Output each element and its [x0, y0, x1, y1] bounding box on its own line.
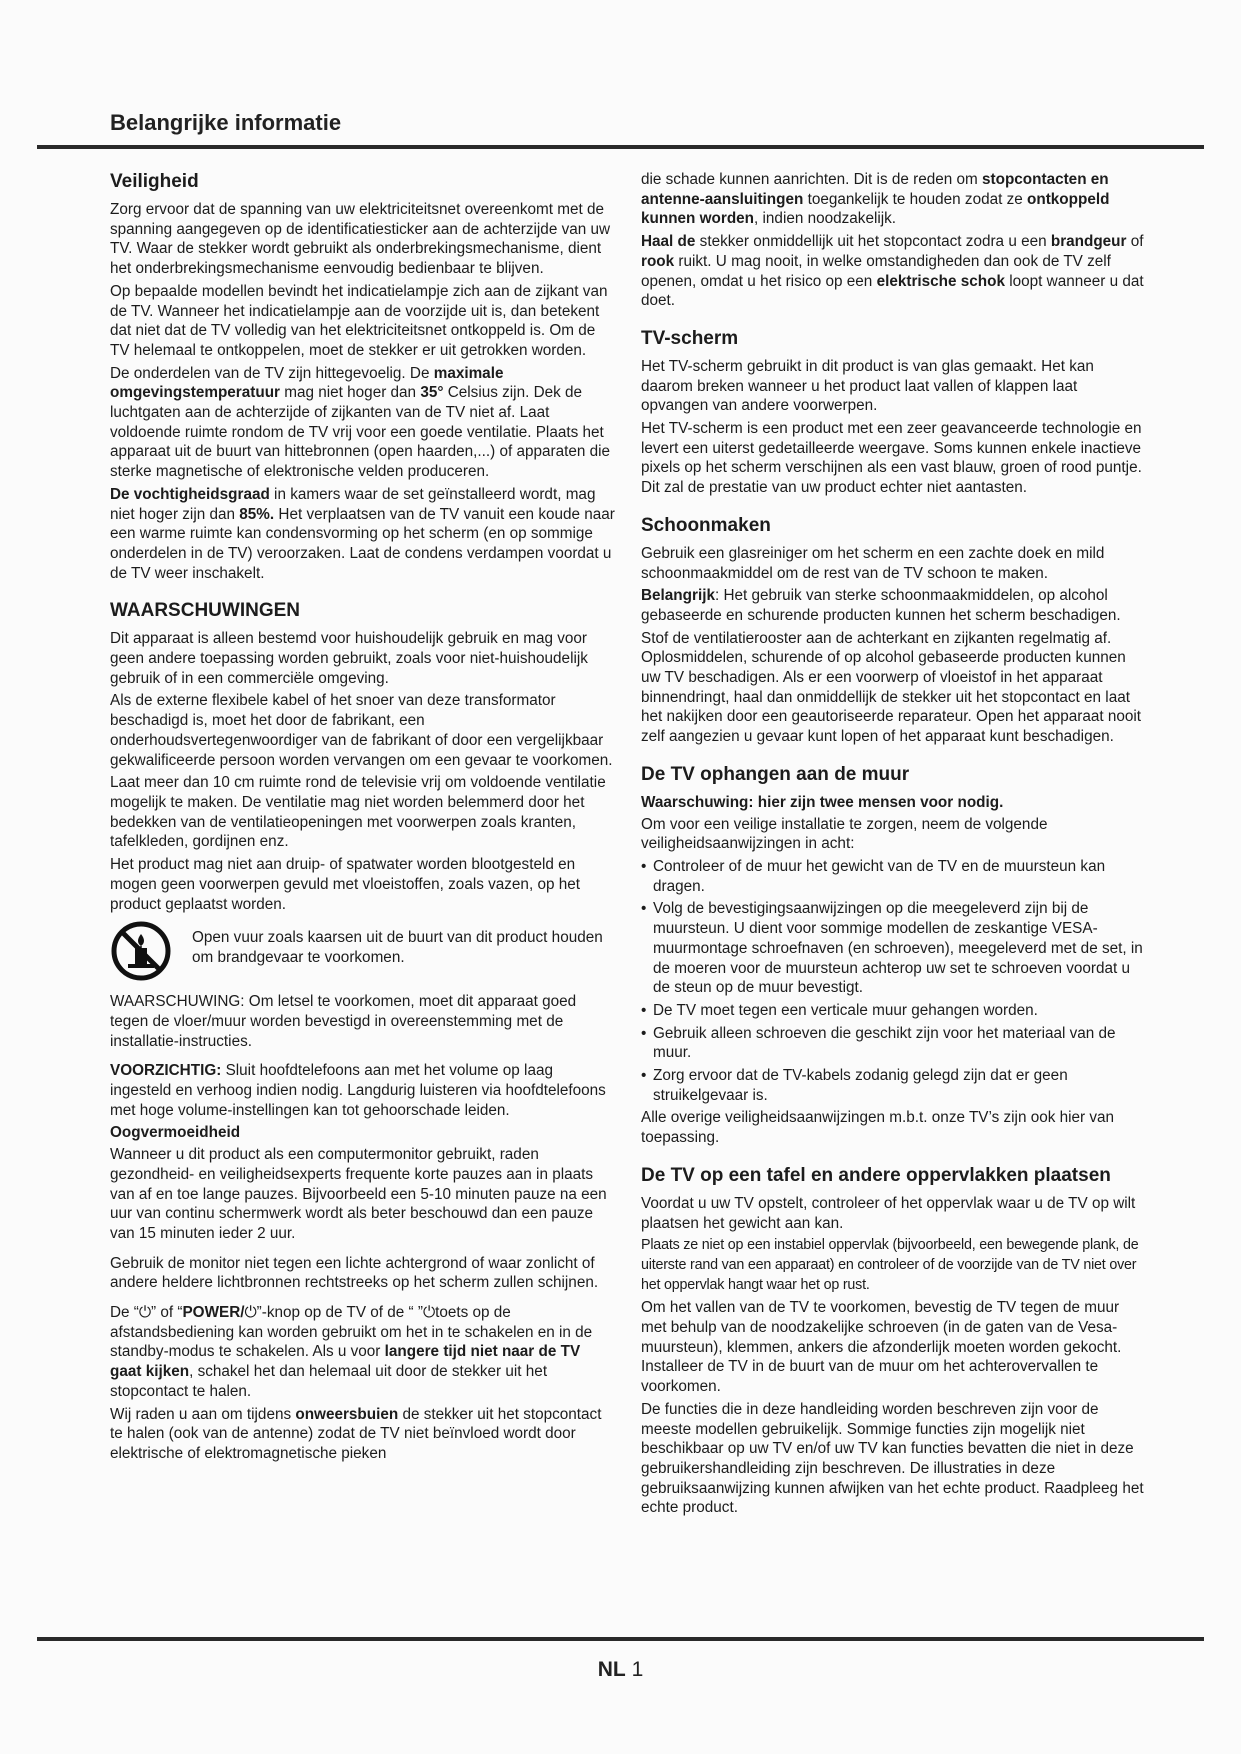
- bold-text: onweersbuien: [295, 1405, 399, 1423]
- safety-heading: Veiligheid: [110, 171, 199, 192]
- text: in kamers waar de set geïnstalleerd wordt, mag niet hoger zijn dan: [110, 485, 596, 523]
- bold-text: stopcontacten en antenne-aansluitingen: [641, 171, 1109, 208]
- eye-strain-heading: Oogvermoeidheid: [110, 1124, 241, 1142]
- cleaning-paragraph: Gebruik een glasreiniger om het scherm en een zachte doek en mild schoonmaakmiddel om de rest van de TV schoon te maken.: [641, 544, 1105, 582]
- bold-text: elektrische schok: [876, 272, 1005, 290]
- text: ” of “: [151, 1304, 183, 1322]
- safety-paragraph: Op bepaalde modellen bevindt het indicatielampje zich aan de zijkant van de TV. Wanneer het indicatielampje aan de voorzijde uit is, dan betekent dat niet dat de TV volledig van het elektriciteitsnet ontkoppeld is. Om de TV helemaal te ontkoppelen, moet de stekker er uit getrokken worden.: [110, 282, 608, 359]
- text: ruikt. U mag nooit, in welke omstandigheden dan ook de TV zelf openen, omdat u het risico op een: [641, 252, 1111, 290]
- text: De “: [110, 1304, 139, 1322]
- bottom-divider: [37, 1637, 1204, 1641]
- eye-paragraph: [110, 1303, 615, 1402]
- screen-paragraph: Het TV-scherm is een product met een zeer geavanceerde technologie en levert een uiterst gedetailleerde weergave. Soms kunnen enkele inactieve pixels op het scherm verschijnen als een vast blauw, groen of rood puntje. Dit zal de prestatie van uw product echter niet aantasten.: [641, 420, 1142, 497]
- warnings-paragraph: Het product mag niet aan druip- of spatwater worden blootgesteld en mogen geen voorwerpen gevuld met vloeistoffen, zoals vazen, op het product geplaatst worden.: [110, 856, 580, 913]
- cleaning-paragraph: Stof de ventilatierooster aan de achterkant en zijkanten regelmatig af. Oplosmiddelen, schurende of op alcohol gebaseerde producten kunnen uw TV beschadigen. Als er een voorwerp of vloeistof in het apparaat binnendringt, haal dan onmiddellijk de stekker uit het stopcontact en laat het nakijken door een geautoriseerde reparateur. Open het apparaat nooit zelf aangezien u gevaar kunt lopen of het apparaat kunt beschadigen.: [641, 629, 1142, 746]
- bold-text: brandgeur: [1050, 233, 1127, 251]
- page-number: [0, 1658, 1241, 1682]
- bold-text: Haal de: [641, 233, 696, 251]
- power-icon: ⏻: [138, 1304, 152, 1322]
- warnings-paragraph: Als de externe flexibele kabel of het snoer van deze transformator beschadigd is, moet het door de fabrikant, een onderhoudsvertegenwoordiger van de fabrikant of door een vergelijkbaar gekwalificeerde persoon worden vervangen om een gevaar te voorkomen.: [110, 692, 613, 769]
- safety-paragraph: [110, 364, 615, 482]
- open-fire-text: Open vuur zoals kaarsen uit de buurt van dit product houden om brandgevaar te voorkomen.: [192, 929, 603, 966]
- bold-text: rook: [641, 252, 675, 270]
- bold-text: POWER/: [182, 1304, 245, 1322]
- no-open-flame-icon: [110, 920, 172, 982]
- right-column: [641, 170, 1146, 1521]
- wall-mount-warning: Waarschuwing: hier zijn twee mensen voor nodig.: [641, 793, 1004, 811]
- list-item: • De TV moet tegen een verticale muur gehangen worden.: [641, 1001, 1146, 1021]
- bold-text: De vochtigheidsgraad: [110, 485, 270, 503]
- wall-mount-list: [641, 857, 1146, 1105]
- page-title: Belangrijke informatie: [110, 110, 342, 135]
- wall-mount-paragraph: Alle overige veiligheidsaanwijzingen m.b.t. onze TV’s zijn ook hier van toepassing.: [641, 1109, 1115, 1147]
- list-item: • Volg de bevestigingsaanwijzingen op die meegeleverd zijn bij de muursteun. U dient voor sommige modellen de zeskantige VESA-muurmontage schroefnaven (en schroeven), meegeleverd met de set, in de moeren voor de muursteun achterop uw set te schroeven voordat u de steun op de muur bevestigt.: [641, 899, 1146, 998]
- list-item: • Zorg ervoor dat de TV-kabels zodanig gelegd zijn dat er geen struikelgevaar is.: [641, 1066, 1146, 1105]
- continued-paragraph: [641, 170, 1146, 229]
- continued-paragraph: [641, 232, 1146, 311]
- warnings-paragraph: Dit apparaat is alleen bestemd voor huishoudelijk gebruik en mag voor geen andere toepassing worden gebruikt, zoals voor niet-huishoudelijk gebruik of in een commerciële omgeving.: [110, 630, 588, 687]
- bold-text: VOORZICHTIG:: [110, 1062, 222, 1080]
- list-item: • Controleer of de muur het gewicht van de TV en de muursteun kan dragen.: [641, 857, 1146, 896]
- eye-paragraph: Gebruik de monitor niet tegen een lichte achtergrond of waar zonlicht of andere heldere lichtbronnen rechtstreeks op het scherm zullen schijnen.: [110, 1254, 599, 1292]
- bold-text: langere tijd niet naar de TV gaat kijken: [110, 1343, 581, 1381]
- text: de stekker uit het stopcontact te halen (ook van de antenne) zodat de TV niet beïnvloed wordt door elektrische of elektromagnetische pieken: [110, 1405, 602, 1462]
- screen-heading: TV-scherm: [641, 327, 739, 349]
- safety-paragraph: Zorg ervoor dat de spanning van uw elektriciteitsnet overeenkomt met de spanning aangegeven op de identificatiesticker aan de achterzijde van uw TV. Waar de stekker wordt gebruikt als onderbrekingsmechanisme, dient het onderbrekingsmechanisme eenvoudig bedienbaar te blijven.: [110, 201, 611, 278]
- eye-paragraph: Wanneer u dit product als een computermonitor gebruikt, raden gezondheid- en veiligheidsexperts frequente korte pauzes aan in plaats van af en toe lange pauzes. Bijvoorbeeld een 5-10 minuten pauze na een uur van continu schermwerk wordt als beter beschouwd dan een pauze van 15 minuten ieder 2 uur.: [110, 1146, 607, 1242]
- safety-paragraph: [110, 485, 615, 584]
- text: Het verplaatsen van de TV vanuit een koude naar een warme ruimte kan condensvorming op het scherm (en op sommige onderdelen in de TV) veroorzaken. Laat de condens verdampen voordat u de TV weer inschakelt.: [110, 505, 615, 582]
- text: toets op de afstandsbediening kan worden gebruikt om het in te schakelen en in de standby-modus te schakelen. Als u voor: [110, 1304, 593, 1361]
- warnings-paragraph: WAARSCHUWING: Om letsel te voorkomen, moet dit apparaat goed tegen de vloer/muur worden bevestigd in overeenstemming met de installatie-instructies.: [110, 993, 577, 1050]
- cleaning-paragraph: [641, 586, 1146, 625]
- text: of: [1126, 233, 1144, 251]
- power-icon: ⏻: [423, 1304, 436, 1322]
- bold-text: ontkoppeld kunnen worden: [641, 190, 1110, 228]
- cleaning-heading: Schoonmaken: [641, 514, 771, 536]
- warnings-paragraph: Laat meer dan 10 cm ruimte rond de televisie vrij om voldoende ventilatie mogelijk te maken. De ventilatie mag niet worden belemmerd door het bedekken van de ventilatieopeningen met voorwerpen zoals kranten, tafelkleden, gordijnen enz.: [110, 774, 606, 851]
- text: Celsius zijn. Dek de luchtgaten aan de achterzijde of zijkanten van de TV niet af. Laat voldoende ruimte rondom de TV vrij voor een goede ventilatie. Plaats het apparaat uit de buurt van hittebronnen (open haarden,...) of apparaten die sterke magnetische of elektronische velden produceren.: [110, 384, 611, 481]
- power-icon: ⏻: [244, 1304, 257, 1322]
- table-paragraph: Voordat u uw TV opstelt, controleer of het oppervlak waar u de TV op wilt plaatsen het gewicht aan kan.: [641, 1194, 1136, 1232]
- top-divider: [37, 145, 1204, 149]
- list-item: • Gebruik alleen schroeven die geschikt zijn voor het materiaal van de muur.: [641, 1024, 1146, 1063]
- text: ”-knop op de TV of de “ ”: [256, 1304, 423, 1322]
- warnings-heading: WAARSCHUWINGEN: [110, 600, 300, 622]
- text: , indien noodzakelijk.: [754, 210, 897, 228]
- table-paragraph: Om het vallen van de TV te voorkomen, bevestig de TV tegen de muur met behulp van de noodzakelijke schroeven (in de gaten van de Vesa-muursteun), klemmen, ankers die afzonderlijk moeten worden gekocht. Installeer de TV in de buurt van de muur om het achterovervallen te voorkomen.: [641, 1299, 1122, 1396]
- table-placement-heading: De TV op een tafel en andere oppervlakken plaatsen: [641, 1164, 1111, 1186]
- text: loopt wanneer u dat doet.: [641, 272, 1144, 310]
- screen-paragraph: Het TV-scherm gebruikt in dit product is van glas gemaakt. Het kan daarom breken wanneer u het product laat vallen of klappen laat opvangen van andere voorwerpen.: [641, 357, 1094, 415]
- language-code: NL: [597, 1658, 626, 1681]
- left-column: [110, 170, 615, 1467]
- open-fire-warning: [110, 920, 615, 982]
- bold-text: 85%.: [239, 505, 275, 523]
- text: , schakel het dan helemaal uit door de stekker uit het stopcontact te halen.: [110, 1363, 548, 1400]
- table-paragraph: De functies die in deze handleiding worden beschreven zijn voor de meeste modellen gebruikelijk. Sommige functies zijn mogelijk niet beschikbaar op uw TV en/of uw TV kan functies bevatten die niet in deze gebruikershandleiding zijn beschreven. De illustraties in deze gebruiksaanwijzing kunnen afwijken van het echte product. Raadpleeg het echte product.: [641, 1400, 1144, 1517]
- text: : Het gebruik van sterke schoonmaakmiddelen, op alcohol gebaseerde en schurende producten kunnen het scherm beschadigen.: [641, 587, 1121, 624]
- text: Wij raden u aan om tijdens: [110, 1405, 296, 1423]
- eye-paragraph: [110, 1405, 615, 1464]
- wall-mount-paragraph: Om voor een veilige installatie te zorgen, neem de volgende veiligheidsaanwijzingen in acht:: [641, 815, 1048, 853]
- text: De onderdelen van de TV zijn hittegevoelig. De: [110, 364, 434, 382]
- page-index: 1: [631, 1658, 644, 1681]
- text: stekker onmiddellijk uit het stopcontact zodra u een: [695, 233, 1051, 251]
- wall-mount-heading: De TV ophangen aan de muur: [641, 763, 910, 785]
- bold-text: maximale omgevingstemperatuur: [110, 364, 504, 402]
- table-paragraph: Plaats ze niet op een instabiel oppervlak (bijvoorbeeld, een bewegende plank, de uiterste rand van een apparaat) en controleer of de voorzijde van de TV niet over het oppervlak hangt waar het op rust.: [641, 1237, 1139, 1293]
- caution-paragraph: [110, 1061, 615, 1120]
- text: toegankelijk te houden zodat ze: [803, 190, 1028, 208]
- text: Sluit hoofdtelefoons aan met het volume op laag ingesteld en verhoog indien nodig. Langdurig luisteren via hoofdtelefoons met hoge volume-instellingen kan tot gehoorschade leiden.: [110, 1062, 606, 1119]
- text: die schade kunnen aanrichten. Dit is de reden om: [641, 171, 982, 188]
- bold-text: Belangrijk: [641, 587, 715, 605]
- bold-text: 35°: [420, 384, 444, 402]
- text: mag niet hoger dan: [280, 384, 421, 402]
